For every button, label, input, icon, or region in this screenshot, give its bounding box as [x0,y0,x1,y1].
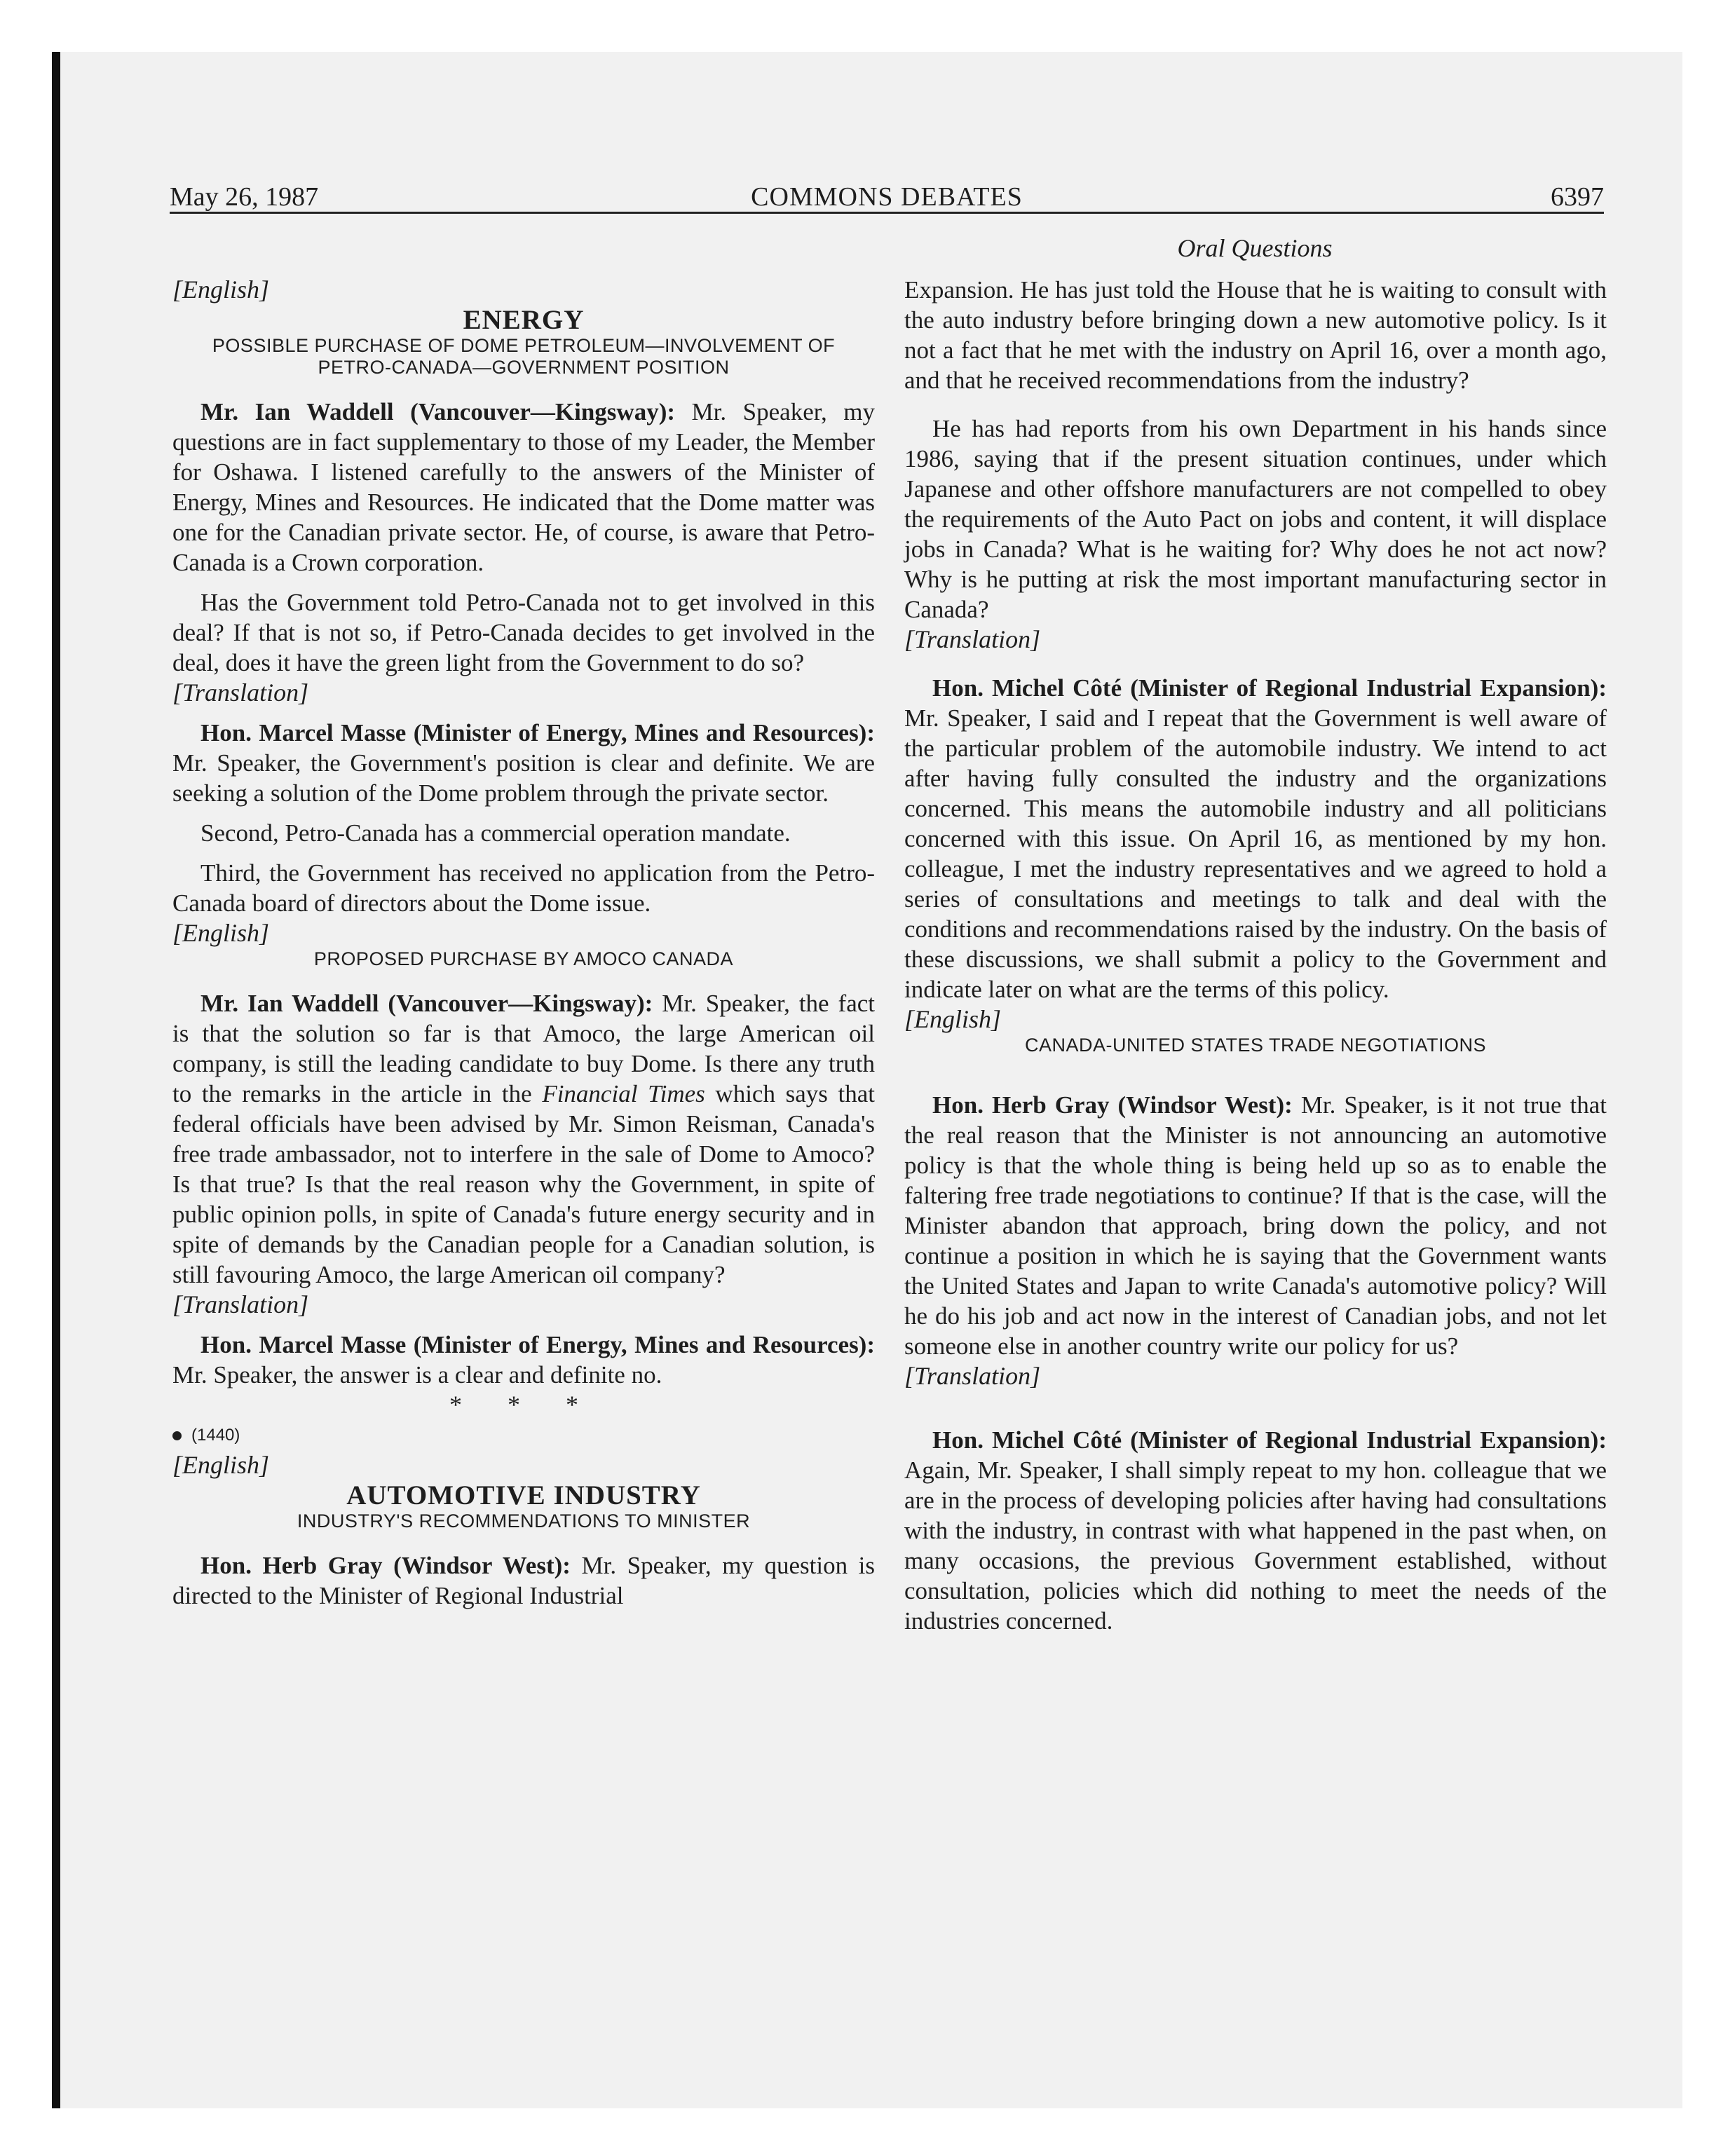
speaker-name: Mr. Ian Waddell (Vancouver—Kingsway): [200,398,676,425]
speech-masse-1-cont2: Third, the Government has received no application from the Petro-Canada board of directors about the Dome issue. [172,859,875,917]
header-rule [170,212,1604,214]
speaker-name: Hon. Michel Côté (Minister of Regional Industrial Expansion): [932,674,1607,702]
header-date: May 26, 1987 [170,182,319,212]
scan-edge [52,52,60,2108]
speech-gray-1-cont: Expansion. He has just told the House that he is waiting to consult with the auto industry before bringing down a new automotive policy. Is it not a fact that he met with the industry on April 16, over a month ago, and that he received recommendations from the industry? [904,276,1607,394]
language-tag: [English] [172,919,270,947]
speech-waddell-2: Mr. Ian Waddell (Vancouver—Kingsway): Mr. Speaker, the fact is that the solution so far is that Amoco, the large American oil company, is still the leading candidate to buy Dome. Is there any truth to the remarks in the article in the Financial Times which says that federal officials have been advised by Mr. Simon Reisman, Canada's free trade ambassador, not to interfere in the sale of Dome to Amoco? Is that true? Is that the real reason why the Government, in spite of public opinion polls, in spite of Canada's future energy security and in spite of demands by the Canadian people for a Canadian solution, is still favouring Amoco, the large American oil company? [172,990,876,1288]
speech-waddell-1: Mr. Ian Waddell (Vancouver—Kingsway): Mr. Speaker, my questions are in fact supplementary to those of my Leader, the Member for Oshawa. I listened carefully to the answers of the Minister of Energy, Mines and Resources. He indicated that the Dome matter was one for the Canadian private sector. He, of course, is aware that Petro-Canada is a Crown corporation. [172,398,875,576]
speaker-name: Hon. Herb Gray (Windsor West): [932,1091,1293,1119]
subsection-title-dome: POSSIBLE PURCHASE OF DOME PETROLEUM—INVOLVEMENT OF PETRO-CANADA—GOVERNMENT POSITION [212,335,836,378]
speech-cote-2: Hon. Michel Côté (Minister of Regional Industrial Expansion): Again, Mr. Speaker, I shall simply repeat to my hon. colleague that we are in the process of developing policies after having had consultations with the industry, in contrast with what happened in the past when, on many occasions, the previous Government established, without consultation, policies which did nothing to meet the needs of the industries concerned. [904,1426,1607,1635]
language-tag: [Translation] [904,1362,1041,1390]
speech-masse-2: Hon. Marcel Masse (Minister of Energy, Mines and Resources): Mr. Speaker, the answer is a clear and definite no. [172,1331,875,1389]
section-title-automotive: AUTOMOTIVE INDUSTRY [346,1480,701,1510]
subsection-title-recommendations: INDUSTRY'S RECOMMENDATIONS TO MINISTER [297,1510,751,1531]
speech-gray-2: Hon. Herb Gray (Windsor West): Mr. Speaker, is it not true that the real reason that the Minister is not announcing an automotive policy is that the whole thing is being held up so as to enable the faltering free trade negotiations to continue? If that is the case, will the Minister abandon that approach, bring down the policy, and not continue a position in which he is saying that the Government wants the United States and Japan to write Canada's automotive policy? Will he do his job and act now in the interest of Canadian jobs, and not let someone else in another country write our policy for us? [904,1091,1607,1360]
speech-gray-1-cont2: He has had reports from his own Department in his hands since 1986, saying that if the present situation continues, under which Japanese and other offshore manufacturers are not compelled to obey the requirements of the Auto Pact on jobs and content, it will displace jobs in Canada? What is he waiting for? Why does he not act now? Why is he putting at risk the most important manufacturing sector in Canada? [904,415,1607,623]
speaker-name: Mr. Ian Waddell (Vancouver—Kingsway): [200,990,653,1017]
speech-masse-1-cont: Second, Petro-Canada has a commercial operation mandate. [200,819,791,847]
running-head: Oral Questions [1177,234,1333,262]
publication-title: Financial Times [542,1080,705,1107]
subsection-title-amoco: PROPOSED PURCHASE BY AMOCO CANADA [313,948,734,969]
right-column [904,266,1607,1636]
language-tag: [Translation] [172,678,309,707]
time-marker: (1440) [172,1420,875,1450]
bullet-dot-icon [172,1431,182,1440]
speech-cote-1: Hon. Michel Côté (Minister of Regional Industrial Expansion): Mr. Speaker, I said and I repeat that the Government is well aware of the particular problem of the automobile industry. We intend to act after having fully consulted the industry and the organizations concerned. This means the automobile industry and all politicians concerned with this issue. On April 16, as mentioned by my hon. colleague, I met the industry representatives and we agreed to hold a series of consultations and meetings to talk and deal with the conditions and recommendations raised by the industry. On the basis of these discussions, we shall submit a policy to the Government and indicate later on what are the terms of this policy. [904,674,1607,1003]
language-tag: [Translation] [172,1290,309,1318]
header-page-number: 6397 [1551,182,1604,212]
language-tag: [English] [172,1451,270,1479]
speaker-name: Hon. Marcel Masse (Minister of Energy, Mines and Resources): [200,719,875,746]
speaker-name: Hon. Herb Gray (Windsor West): [200,1552,571,1579]
left-column [172,266,875,1611]
language-tag: [English] [904,1005,1002,1033]
speech-masse-1: Hon. Marcel Masse (Minister of Energy, Mines and Resources): Mr. Speaker, the Government's position is clear and definite. We are seeking a solution of the Dome problem through the private sector. [172,719,875,807]
speech-waddell-1-cont: Has the Government told Petro-Canada not to get involved in this deal? If that is not so, if Petro-Canada decides to get involved in the deal, does it have the green light from the Government to do so? [172,589,875,676]
header-journal-title: COMMONS DEBATES [751,182,1023,212]
subsection-title-trade: CANADA-UNITED STATES TRADE NEGOTIATIONS [1024,1035,1487,1056]
section-title-energy: ENERGY [463,305,585,335]
speaker-name: Hon. Michel Côté (Minister of Regional Industrial Expansion): [932,1426,1607,1454]
speaker-name: Hon. Marcel Masse (Minister of Energy, Mines and Resources): [200,1331,875,1358]
language-tag: [English] [172,275,270,303]
section-separator: * * * [449,1391,598,1419]
page-header [170,179,1604,214]
language-tag: [Translation] [904,625,1041,653]
speech-gray-1: Hon. Herb Gray (Windsor West): Mr. Speaker, my question is directed to the Minister of Regional Industrial [172,1552,876,1609]
